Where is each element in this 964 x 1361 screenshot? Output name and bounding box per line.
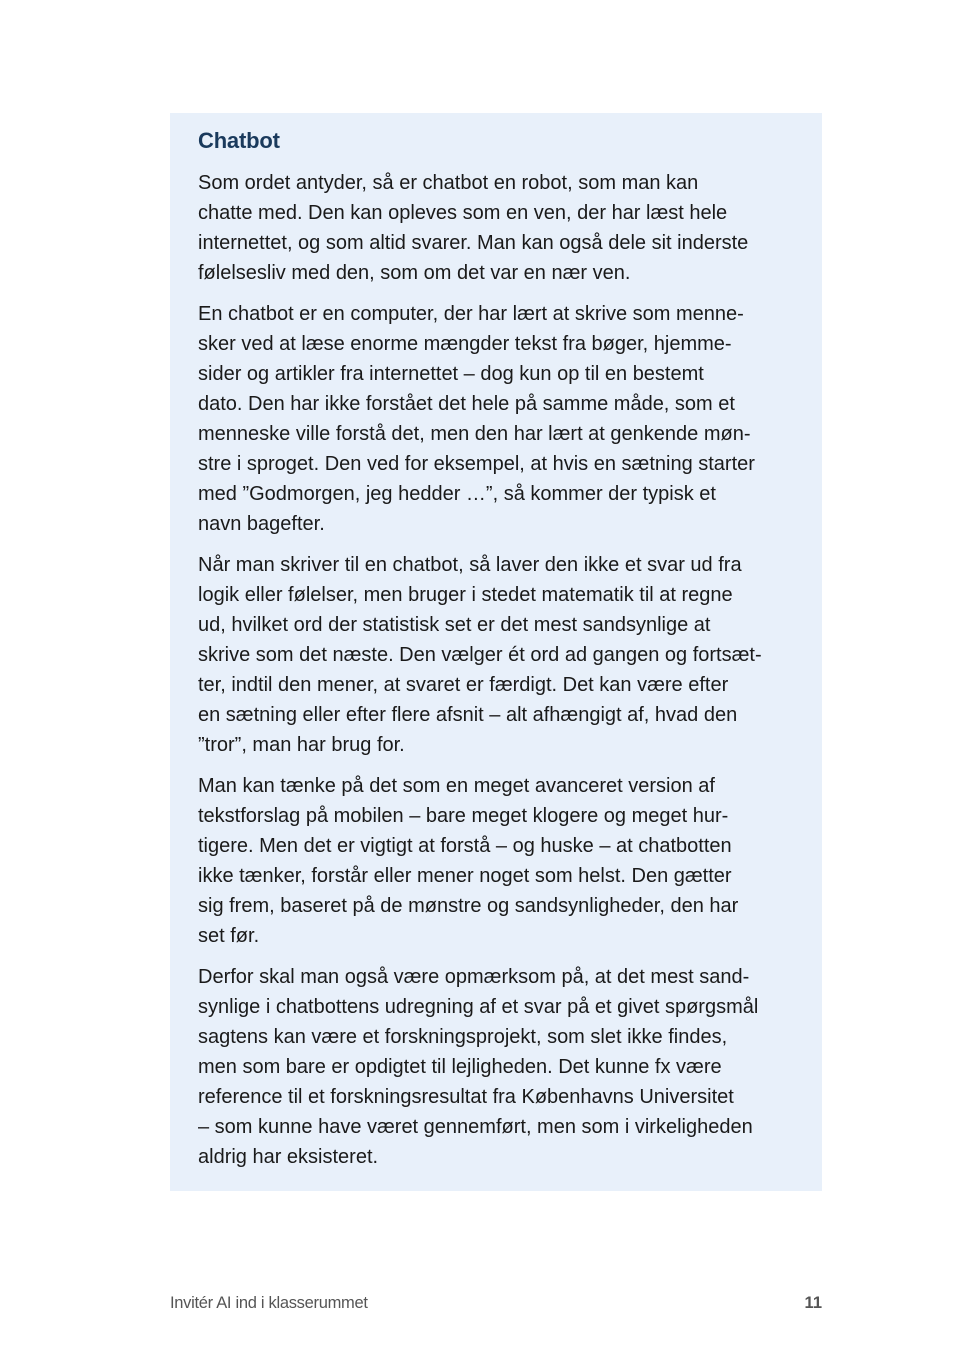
paragraph-1: Som ordet antyder, så er chatbot en robot, som man kan chatte med. Den kan opleves som en ven, der har læst hele internettet, og som altid svarer. Man kan også dele sit inderste følelsesliv med den, som om det var en nær ven. bbox=[198, 172, 749, 284]
paragraph-5: Derfor skal man også være opmærksom på, at det mest sand- synlige i chatbottens udregning af et svar på et givet spørgsmål sagtens kan være et forskningsprojekt, som slet ikke findes, men som bare er opdigtet til lejligheden. Det kunne fx være reference til et forskningsresultat fra Københavns Universitet – som kunne have været gennemført, men som i virkeligheden aldrig har eksisteret. bbox=[198, 966, 759, 1168]
paragraph-2: En chatbot er en computer, der har lært at skrive som menne- sker ved at læse enorme mængder tekst fra bøger, hjemme- sider og artikler fra internettet – dog kun op til en bestemt dato. Den har ikke forstået det hele på samme måde, som et menneske ville forstå det, men den har lært at genkende møn- stre i sproget. Den ved for eksempel, at hvis en sætning starter med ”Godmorgen, jeg hedder …”, så kommer der typisk et navn bagefter. bbox=[198, 303, 755, 535]
info-box bbox=[170, 113, 822, 1191]
box-title: Chatbot bbox=[198, 128, 280, 153]
paragraph-3: Når man skriver til en chatbot, så laver den ikke et svar ud fra logik eller følelser, men bruger i stedet matematik til at regne ud, hvilket ord der statistisk set er det mest sandsynlige at skrive som det næste. Den vælger ét ord ad gangen og fortsæt- ter, indtil den mener, at svaret er færdigt. Det kan være efter en sætning eller efter flere afsnit – alt afhængigt af, hvad den ”tror”, man har brug for. bbox=[198, 554, 762, 756]
footer-book-title: Invitér AI ind i klasserummet bbox=[170, 1294, 368, 1312]
footer-page-number: 11 bbox=[804, 1294, 822, 1312]
paragraph-4: Man kan tænke på det som en meget avanceret version af tekstforslag på mobilen – bare meget klogere og meget hur- tigere. Men det er vigtigt at forstå – og huske – at chatbotten ikke tænker, forstår eller mener noget som helst. Den gætter sig frem, baseret på de mønstre og sandsynligheder, den har set før. bbox=[198, 775, 739, 947]
